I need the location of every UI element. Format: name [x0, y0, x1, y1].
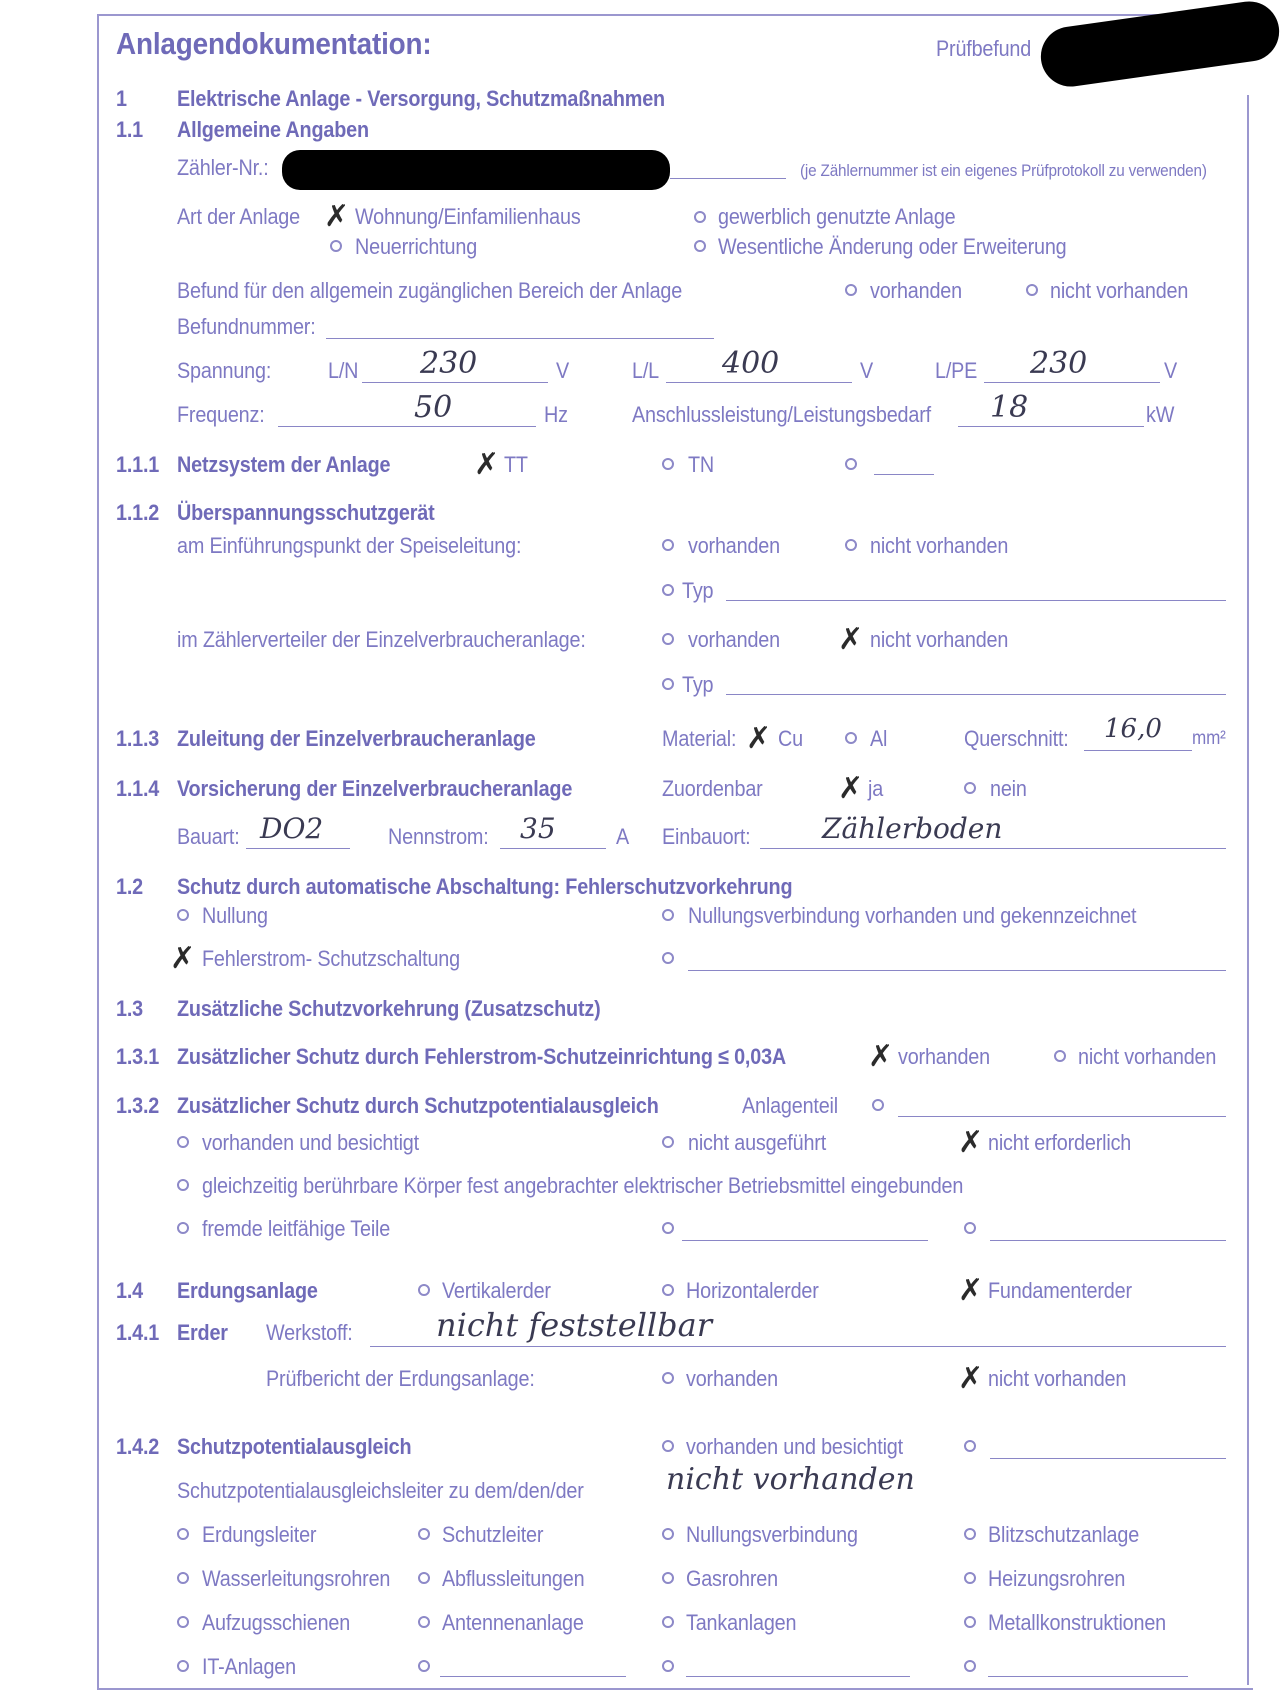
art-o1[interactable]: Wohnung/Einfamilienhaus [355, 204, 581, 229]
s114-ja[interactable]: ja [868, 776, 884, 801]
s11-title: Allgemeine Angaben [177, 117, 369, 142]
s113-cu-mark: ✗ [746, 721, 772, 756]
s142-item-blitzschutzanlage[interactable]: Blitzschutzanlage [988, 1522, 1140, 1547]
s131-o2[interactable]: nicht vorhanden [1078, 1044, 1217, 1069]
s111-o2[interactable]: TN [688, 452, 715, 477]
s142-item-radio[interactable] [177, 1528, 189, 1540]
s131-o2-radio[interactable] [1054, 1050, 1066, 1062]
zaehler-line [670, 178, 786, 179]
s142-o2-line[interactable] [990, 1458, 1226, 1459]
s12-o3-mark: ✗ [170, 941, 196, 976]
s142-item-erdungsleiter[interactable]: Erdungsleiter [202, 1522, 317, 1547]
s132-anlagenteil-line[interactable] [898, 1116, 1226, 1117]
s142-item-radio[interactable] [177, 1660, 189, 1672]
s111-o1-mark: ✗ [474, 447, 500, 482]
art-o1-mark: ✗ [324, 199, 350, 234]
art-o3[interactable]: Neuerrichtung [355, 234, 478, 259]
s112-b-o2-mark: ✗ [838, 622, 864, 657]
s132-num: 1.3.2 [116, 1093, 160, 1118]
s142-item-wasserleitungsrohren[interactable]: Wasserleitungsrohren [202, 1566, 391, 1591]
s142-o1-radio[interactable] [662, 1440, 674, 1452]
s142-item-tankanlagen[interactable]: Tankanlagen [686, 1610, 797, 1635]
s131-title: Zusätzlicher Schutz durch Fehlerstrom-Schutzeinrichtung ≤ 0,03A [177, 1044, 787, 1069]
s112-b-typ-radio[interactable] [662, 678, 674, 690]
s112-title: Überspannungsschutzgerät [177, 500, 435, 525]
s114-zuord: Zuordenbar [662, 776, 763, 801]
s113-qs-value: 16,0 [1104, 714, 1162, 744]
s12-o4-radio[interactable] [662, 952, 674, 964]
s112-a-typ: Typ [682, 578, 714, 603]
s112-a-o2-radio[interactable] [845, 539, 857, 551]
s1-title: Elektrische Anlage - Versorgung, Schutzmaßnahmen [177, 86, 665, 111]
s14-o2[interactable]: Horizontalerder [686, 1278, 819, 1303]
befund-label: Befund für den allgemein zugänglichen Bereich der Anlage [177, 278, 683, 303]
s132-o7-line[interactable] [990, 1240, 1226, 1241]
s142-item-radio[interactable] [662, 1528, 674, 1540]
zaehler-hint: (je Zählernummer ist ein eigenes Prüfprotokoll zu verwenden) [800, 161, 1207, 180]
s142-item-heizungsrohren[interactable]: Heizungsrohren [988, 1566, 1126, 1591]
spannung-lpe-unit: V [1164, 358, 1178, 383]
s132-o6-radio[interactable] [662, 1222, 674, 1234]
s131-num: 1.3.1 [116, 1044, 160, 1069]
s132-o4[interactable]: gleichzeitig berührbare Körper fest angebrachter elektrischer Betriebsmittel eingebunden [202, 1173, 964, 1198]
s142-item-radio[interactable] [418, 1572, 430, 1584]
anschluss-value: 18 [990, 390, 1029, 425]
s142-item-antennenanlage[interactable]: Antennenanlage [442, 1610, 584, 1635]
document-title: Anlagendokumentation: [116, 26, 432, 61]
s12-o1[interactable]: Nullung [202, 903, 268, 928]
s132-anlagenteil-radio[interactable] [872, 1099, 884, 1111]
s114-ja-mark: ✗ [838, 771, 864, 806]
s114-nein[interactable]: nein [990, 776, 1027, 801]
s141-werkstoff-line[interactable] [370, 1346, 1226, 1347]
s12-o4-line[interactable] [688, 970, 1226, 971]
s113-qs-line[interactable] [1084, 750, 1192, 751]
anschluss-label: Anschlussleistung/Leistungsbedarf [632, 402, 931, 427]
zaehler-label: Zähler-Nr.: [177, 155, 269, 180]
s114-einbau-line[interactable] [760, 848, 1226, 849]
s131-o1[interactable]: vorhanden [898, 1044, 990, 1069]
s14-o3[interactable]: Fundamenterder [988, 1278, 1132, 1303]
s142-item-radio[interactable] [662, 1660, 674, 1672]
s113-qs-label: Querschnitt: [964, 726, 1069, 751]
s142-item-schutzleiter[interactable]: Schutzleiter [442, 1522, 544, 1547]
spannung-ln-unit: V [556, 358, 570, 383]
frequenz-line[interactable] [278, 426, 536, 427]
s132-o6-line[interactable] [682, 1240, 928, 1241]
s112-b-typ: Typ [682, 672, 714, 697]
spannung-lpe-line[interactable] [984, 382, 1160, 383]
s111-o1[interactable]: TT [504, 452, 528, 477]
spannung-ll-line[interactable] [666, 382, 852, 383]
s142-item-radio[interactable] [964, 1660, 976, 1672]
s132-o1-radio[interactable] [177, 1136, 189, 1148]
s132-title: Zusätzlicher Schutz durch Schutzpotentialausgleich [177, 1093, 659, 1118]
s114-nenn-unit: A [616, 824, 630, 849]
s13-num: 1.3 [116, 996, 143, 1021]
s132-o2[interactable]: nicht ausgeführt [688, 1130, 827, 1155]
s142-item-radio[interactable] [177, 1572, 189, 1584]
s113-cu[interactable]: Cu [778, 726, 803, 751]
s132-o7-radio[interactable] [964, 1222, 976, 1234]
art-label: Art der Anlage [177, 204, 300, 229]
spannung-ll-value: 400 [722, 346, 780, 381]
s12-o2[interactable]: Nullungsverbindung vorhanden und gekennzeichnet [688, 903, 1137, 928]
s114-nein-radio[interactable] [964, 782, 976, 794]
s142-item-metallkonstruktionen[interactable]: Metallkonstruktionen [988, 1610, 1167, 1635]
s132-o1[interactable]: vorhanden und besichtigt [202, 1130, 419, 1155]
s14-o3-mark: ✗ [958, 1273, 984, 1308]
s14-o1-radio[interactable] [418, 1284, 430, 1296]
s142-item-radio[interactable] [662, 1616, 674, 1628]
s112-a-o1-radio[interactable] [662, 539, 674, 551]
spannung-ln-value: 230 [420, 346, 478, 381]
frequenz-unit: Hz [544, 402, 568, 427]
s142-item-line[interactable] [440, 1676, 626, 1677]
s132-o5-radio[interactable] [177, 1222, 189, 1234]
s114-nenn-label: Nennstrom: [388, 824, 489, 849]
s142-item-radio[interactable] [964, 1616, 976, 1628]
s132-anlagenteil: Anlagenteil [742, 1093, 839, 1118]
s111-num: 1.1.1 [116, 452, 160, 477]
s111-o2-radio[interactable] [662, 458, 674, 470]
s114-einbau-value: Zählerboden [822, 812, 1003, 845]
s142-item-it-anlagen[interactable]: IT-Anlagen [202, 1654, 296, 1679]
befund-nr-label: Befundnummer: [177, 314, 316, 339]
pruefbefund-label: Prüfbefund [936, 36, 1032, 61]
s1-num: 1 [116, 86, 127, 111]
art-o4-radio[interactable] [694, 240, 706, 252]
s112-b-typ-line[interactable] [726, 694, 1226, 695]
spannung-ln-label: L/N [328, 358, 359, 383]
s13-title: Zusätzliche Schutzvorkehrung (Zusatzschutz) [177, 996, 601, 1021]
spannung-ll-unit: V [860, 358, 874, 383]
spannung-label: Spannung: [177, 358, 272, 383]
spannung-ln-line[interactable] [362, 382, 548, 383]
form-border-right [1247, 95, 1249, 1685]
s142-num: 1.4.2 [116, 1434, 160, 1459]
s142-item-radio[interactable] [418, 1616, 430, 1628]
s142-item-abflussleitungen[interactable]: Abflussleitungen [442, 1566, 585, 1591]
s112-b-o1-radio[interactable] [662, 633, 674, 645]
s14-o2-radio[interactable] [662, 1284, 674, 1296]
s142-item-line[interactable] [988, 1676, 1188, 1677]
s141-num: 1.4.1 [116, 1320, 160, 1345]
s141-werkstoff-value: nicht feststellbar [436, 1306, 713, 1344]
s141-bericht-label: Prüfbericht der Erdungsanlage: [266, 1366, 535, 1391]
s132-o5[interactable]: fremde leitfähige Teile [202, 1216, 391, 1241]
s112-b-o2[interactable]: nicht vorhanden [870, 627, 1009, 652]
art-o2[interactable]: gewerblich genutzte Anlage [718, 204, 956, 229]
s11-num: 1.1 [116, 117, 143, 142]
s12-o2-radio[interactable] [662, 909, 674, 921]
s142-leiter-label: Schutzpotentialausgleichsleiter zu dem/den/der [177, 1478, 584, 1503]
s114-title: Vorsicherung der Einzelverbraucheranlage [177, 776, 573, 801]
s142-item-aufzugsschienen[interactable]: Aufzugsschienen [202, 1610, 351, 1635]
s114-bauart-line[interactable] [246, 848, 350, 849]
befund-o2-radio[interactable] [1026, 284, 1038, 296]
s113-material: Material: [662, 726, 737, 751]
s142-item-gasrohren[interactable]: Gasrohren [686, 1566, 778, 1591]
s112-a-typ-radio[interactable] [662, 584, 674, 596]
art-o4[interactable]: Wesentliche Änderung oder Erweiterung [718, 234, 1067, 259]
befund-o2[interactable]: nicht vorhanden [1050, 278, 1189, 303]
s114-bauart-value: DO2 [260, 812, 324, 845]
s112-b-o1[interactable]: vorhanden [688, 627, 780, 652]
s113-num: 1.1.3 [116, 726, 160, 751]
s113-al-radio[interactable] [845, 732, 857, 744]
s112-b-label: im Zählerverteiler der Einzelverbraucheranlage: [177, 627, 586, 652]
frequenz-label: Frequenz: [177, 402, 265, 427]
befund-o1-radio[interactable] [845, 284, 857, 296]
s142-title: Schutzpotentialausgleich [177, 1434, 412, 1459]
s112-num: 1.1.2 [116, 500, 160, 525]
anschluss-line[interactable] [958, 426, 1144, 427]
s12-num: 1.2 [116, 874, 143, 899]
s141-werkstoff-label: Werkstoff: [266, 1320, 353, 1345]
art-o3-radio[interactable] [330, 240, 342, 252]
s131-o1-mark: ✗ [868, 1039, 894, 1074]
s142-o1[interactable]: vorhanden und besichtigt [686, 1434, 903, 1459]
s112-a-o1[interactable]: vorhanden [688, 533, 780, 558]
s142-item-radio[interactable] [964, 1572, 976, 1584]
frequenz-value: 50 [414, 390, 453, 425]
spannung-lpe-label: L/PE [935, 358, 978, 383]
anschluss-unit: kW [1146, 402, 1175, 427]
s111-title: Netzsystem der Anlage [177, 452, 391, 477]
s12-o1-radio[interactable] [177, 909, 189, 921]
s141-o2-mark: ✗ [958, 1361, 984, 1396]
s132-o3[interactable]: nicht erforderlich [988, 1130, 1132, 1155]
s114-nenn-value: 35 [520, 812, 556, 845]
s142-item-radio[interactable] [418, 1660, 430, 1672]
s14-o1[interactable]: Vertikalerder [442, 1278, 551, 1303]
s14-num: 1.4 [116, 1278, 143, 1303]
spannung-ll-label: L/L [632, 358, 659, 383]
s142-item-line[interactable] [686, 1676, 910, 1677]
s114-nenn-line[interactable] [500, 848, 606, 849]
s114-einbau-label: Einbauort: [662, 824, 751, 849]
s114-num: 1.1.4 [116, 776, 160, 801]
s142-item-radio[interactable] [418, 1528, 430, 1540]
s14-title: Erdungsanlage [177, 1278, 318, 1303]
s141-o1-radio[interactable] [662, 1372, 674, 1384]
s12-title: Schutz durch automatische Abschaltung: Fehlerschutzvorkehrung [177, 874, 793, 899]
s112-a-o2[interactable]: nicht vorhanden [870, 533, 1009, 558]
s142-item-nullungsverbindung[interactable]: Nullungsverbindung [686, 1522, 858, 1547]
s112-a-label: am Einführungspunkt der Speiseleitung: [177, 533, 522, 558]
befund-nr-line[interactable] [326, 338, 714, 339]
s113-title: Zuleitung der Einzelverbraucheranlage [177, 726, 536, 751]
befund-o1[interactable]: vorhanden [870, 278, 962, 303]
s114-bauart-label: Bauart: [177, 824, 240, 849]
s112-a-typ-line[interactable] [726, 600, 1226, 601]
s142-item-radio[interactable] [964, 1528, 976, 1540]
s141-o2[interactable]: nicht vorhanden [988, 1366, 1127, 1391]
spannung-lpe-value: 230 [1030, 346, 1088, 381]
s142-hw: nicht vorhanden [666, 1462, 915, 1497]
s141-title: Erder [177, 1320, 228, 1345]
s142-item-radio[interactable] [662, 1572, 674, 1584]
s111-o3-radio[interactable] [845, 458, 857, 470]
s113-qs-unit: mm² [1192, 728, 1226, 749]
s113-al[interactable]: Al [870, 726, 888, 751]
s142-o2-radio[interactable] [964, 1440, 976, 1452]
redaction-zaehler [282, 150, 670, 190]
art-o2-radio[interactable] [694, 211, 706, 223]
s132-o3-mark: ✗ [958, 1125, 984, 1160]
s141-o1[interactable]: vorhanden [686, 1366, 778, 1391]
s142-item-radio[interactable] [177, 1616, 189, 1628]
s132-o4-radio[interactable] [177, 1179, 189, 1191]
s132-o2-radio[interactable] [662, 1136, 674, 1148]
s12-o3[interactable]: Fehlerstrom- Schutzschaltung [202, 946, 460, 971]
s111-o3-line[interactable] [874, 474, 934, 475]
